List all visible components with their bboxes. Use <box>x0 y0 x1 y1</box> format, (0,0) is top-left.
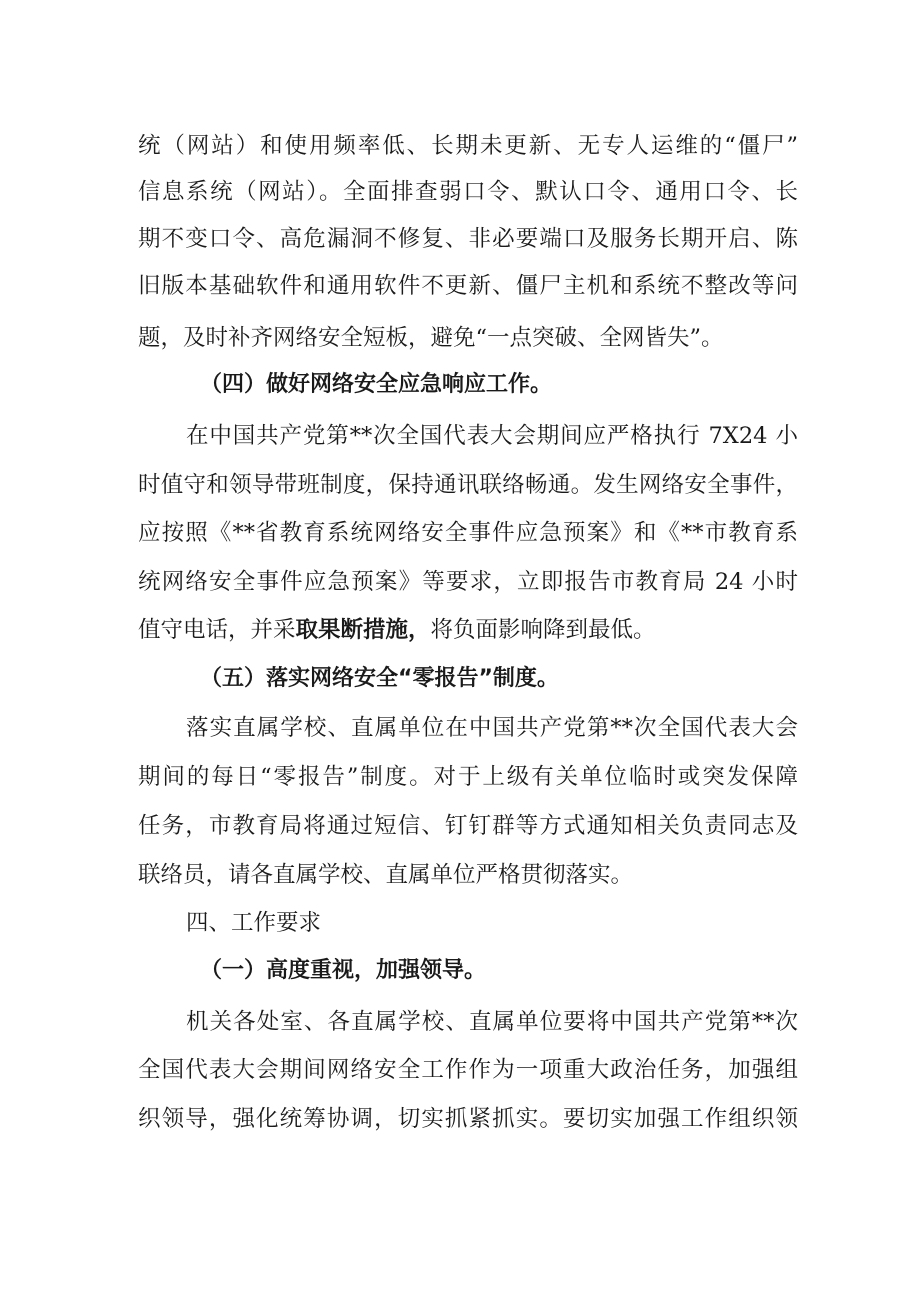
paragraph-line: 机关各处室、各直属学校、直属单位要将中国共产党第**次 <box>186 1009 798 1035</box>
paragraph-line: 落实直属学校、直属单位在中国共产党第**次全国代表大会 <box>186 715 798 741</box>
paragraph-line: 在中国共产党第**次全国代表大会期间应严格执行 7X24 小 <box>186 423 798 449</box>
paragraph-line: 统（网站）和使用频率低、长期未更新、无专人运维的“僵尸” <box>138 133 798 159</box>
subheading-emergency-response: （四）做好网络安全应急响应工作。 <box>200 372 553 397</box>
subheading-zero-report: （五）落实网络安全“零报告”制度。 <box>200 666 559 691</box>
paragraph-line: 应按照《**省教育系统网络安全事件应急预案》和《**市教育系 <box>138 520 798 546</box>
paragraph-line: 期不变口令、高危漏洞不修复、非必要端口及服务长期开启、陈 <box>138 226 798 252</box>
text-run: 将负面影响降到最低。 <box>430 617 656 643</box>
paragraph-line: 全国代表大会期间网络安全工作作为一项重大政治任务，加强组 <box>138 1057 798 1083</box>
paragraph-line: 织领导，强化统筹协调，切实抓紧抓实。要切实加强工作组织领 <box>138 1106 798 1132</box>
paragraph-line: 信息系统（网站）。全面排查弱口令、默认口令、通用口令、长 <box>138 179 798 205</box>
section-heading-work-requirements: 四、工作要求 <box>186 910 322 936</box>
bold-text-run: 取果断措施， <box>295 617 431 643</box>
paragraph-line: 时值守和领导带班制度，保持通讯联络畅通。发生网络安全事件， <box>138 472 798 498</box>
subheading-high-attention: （一）高度重视，加强领导。 <box>200 958 487 983</box>
paragraph-line: 统网络安全事件应急预案》等要求，立即报告市教育局 24 小时 <box>138 569 798 595</box>
paragraph-line <box>138 612 798 648</box>
paragraph-line: 旧版本基础软件和通用软件不更新、僵尸主机和系统不整改等问 <box>138 273 798 299</box>
paragraph-line: 联络员，请各直属学校、直属单位严格贯彻落实。 <box>138 862 634 888</box>
paragraph-line: 任务，市教育局将通过短信、钉钉群等方式通知相关负责同志及 <box>138 813 798 839</box>
text-run: 值守电话，并采 <box>138 617 296 643</box>
paragraph-line: 题，及时补齐网络安全短板，避免“一点突破、全网皆失”。 <box>138 325 724 351</box>
paragraph-line: 期间的每日“零报告”制度。对于上级有关单位临时或突发保障 <box>138 764 798 790</box>
